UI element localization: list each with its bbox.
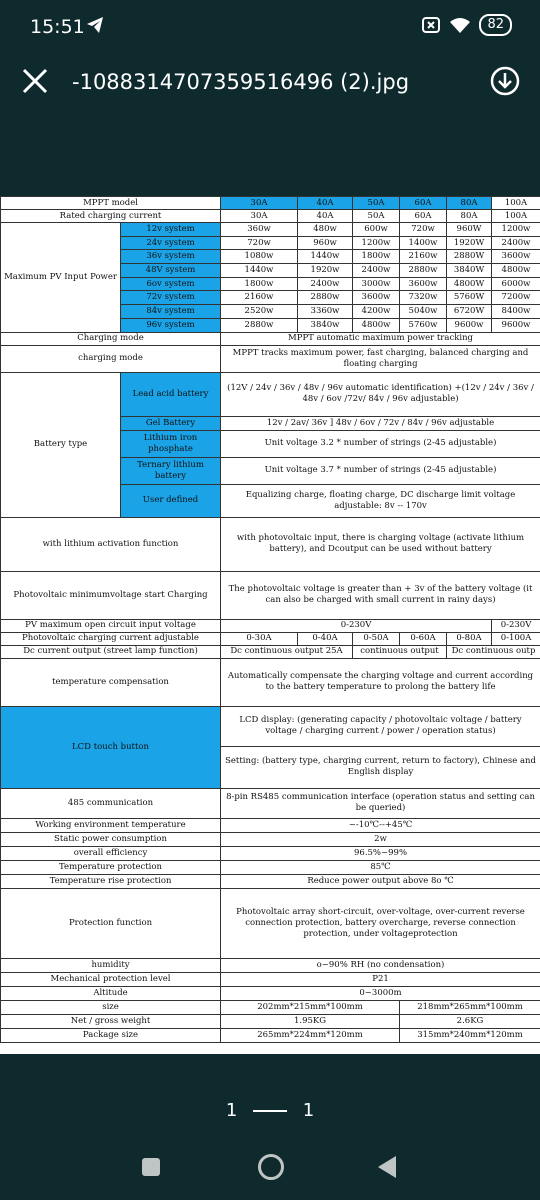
battery-name: Lithium iron phosphate <box>121 430 221 457</box>
pv-power-cell: 2880w <box>298 291 353 305</box>
pv-power-cell: 2520w <box>221 305 298 319</box>
table-row <box>1 1014 540 1028</box>
model-label: MPPT model <box>1 197 221 210</box>
pv-power-cell: 6720W <box>447 305 492 319</box>
back-button[interactable] <box>378 1156 396 1178</box>
size-value: 218mm*265mm*100mm <box>400 1000 540 1014</box>
pv-open-circuit-label: PV maximum open circuit input voltage <box>1 619 221 632</box>
page-current: 1 <box>225 1100 238 1121</box>
pv-power-cell: 3000w <box>353 277 400 291</box>
pv-adjustable-cell: 0-50A <box>353 632 400 645</box>
model-cell: 50A <box>353 197 400 210</box>
comm-label: 485 communication <box>1 788 221 818</box>
pv-power-cell: 2160w <box>221 291 298 305</box>
table-row <box>1 846 540 860</box>
pv-power-cell: 3840W <box>447 264 492 278</box>
pv-power-cell: 1800w <box>221 277 298 291</box>
lcd-setting-value: Setting: (battery type, charging current, return to factory), Chinese and English display <box>221 746 540 788</box>
pv-adjustable-cell: 0-60A <box>400 632 447 645</box>
pv-system-label: 96v system <box>121 318 221 332</box>
navigation-bar <box>0 1140 540 1200</box>
size-label: size <box>1 1000 221 1014</box>
pv-adjustable-cell: 0-30A <box>221 632 298 645</box>
close-icon[interactable] <box>18 64 52 98</box>
viewer-header <box>0 56 540 108</box>
pv-min-voltage-value: The photovoltaic voltage is greater than + 3v of the battery voltage (it can also be charged with small current in rainy days) <box>221 571 540 619</box>
status-icons <box>421 14 512 36</box>
spec-value: o~90% RH (no condensation) <box>221 958 540 972</box>
model-cell: 60A <box>400 197 447 210</box>
battery-value: 12v / 2av/ 36v ] 48v / 6ov / 72v / 84v / 96v adjustable <box>221 416 540 430</box>
rated-label: Rated charging current <box>1 210 221 223</box>
battery-type-label: Battery type <box>1 372 121 517</box>
battery-indicator: 82 <box>479 14 512 36</box>
telegram-icon <box>86 16 104 34</box>
table-row <box>1 986 540 1000</box>
rated-cell: 50A <box>353 210 400 223</box>
recents-button[interactable] <box>142 1158 160 1176</box>
pv-power-cell: 3840w <box>298 318 353 332</box>
pv-power-cell: 1440w <box>298 250 353 264</box>
spec-value: P21 <box>221 972 540 986</box>
rated-cell: 40A <box>298 210 353 223</box>
model-cell: 80A <box>447 197 492 210</box>
dc-output-cell: Dc continuous output 25A <box>221 645 353 658</box>
charging-mode-label: Charging mode <box>1 332 221 345</box>
pv-adjustable-cell: 0-40A <box>298 632 353 645</box>
pv-power-cell: 7200w <box>492 291 540 305</box>
page-indicator <box>0 1100 540 1121</box>
comm-value: 8-pin RS485 communication interface (operation status and setting can be queried) <box>221 788 540 818</box>
battery-name: Ternary lithium battery <box>121 457 221 484</box>
pv-power-cell: 1200w <box>492 223 540 237</box>
lcd-button-label: LCD touch button <box>1 706 221 788</box>
pv-power-cell: 1200w <box>353 236 400 250</box>
pv-power-cell: 4800W <box>447 277 492 291</box>
rated-cell: 100A <box>492 210 540 223</box>
pv-system-label: 36v system <box>121 250 221 264</box>
pv-power-cell: 2160w <box>400 250 447 264</box>
battery-value: (12V / 24v / 36v / 48v / 96v automatic identification) +(12v / 24v / 36v / 48v / 6ov /72v/ 84v / 96v adjustable) <box>221 372 540 416</box>
pv-power-cell: 2880w <box>400 264 447 278</box>
pv-open-circuit-value: 0-230V <box>492 619 540 632</box>
pv-power-cell: 3600w <box>492 250 540 264</box>
spec-value: ~-10℃--+45℃ <box>221 818 540 832</box>
spec-label: Altitude <box>1 986 221 1000</box>
pv-power-cell: 960W <box>447 223 492 237</box>
table-row <box>1 517 540 571</box>
table-row <box>1 958 540 972</box>
pv-power-cell: 1080w <box>221 250 298 264</box>
model-cell: 40A <box>298 197 353 210</box>
pv-power-cell: 960w <box>298 236 353 250</box>
table-row <box>1 658 540 706</box>
page-separator <box>253 1110 287 1112</box>
table-row <box>1 332 540 345</box>
file-title: -1088314707359516496 (2).jpg <box>72 70 410 94</box>
pv-power-cell: 720w <box>221 236 298 250</box>
pv-system-label: 72v system <box>121 291 221 305</box>
pv-system-label: 6ov system <box>121 277 221 291</box>
pv-power-cell: 2400w <box>298 277 353 291</box>
pv-power-cell: 2400w <box>353 264 400 278</box>
pv-adjustable-cell: 0-80A <box>447 632 492 645</box>
sim-error-icon <box>421 16 441 34</box>
status-bar <box>0 0 540 56</box>
protection-label: Protection function <box>1 888 221 958</box>
pv-adjustable-cell: 0-100A <box>492 632 540 645</box>
package-size-label: Package size <box>1 1028 221 1042</box>
table-row <box>1 832 540 846</box>
spec-label: Temperature rise protection <box>1 874 221 888</box>
weight-label: Net / gross weight <box>1 1014 221 1028</box>
pv-power-cell: 1400w <box>400 236 447 250</box>
pv-power-cell: 4200w <box>353 305 400 319</box>
lcd-display-value: LCD display: (generating capacity / photovoltaic voltage / battery voltage / charging current / power / operation status) <box>221 706 540 746</box>
lithium-activation-label: with lithium activation function <box>1 517 221 571</box>
home-button[interactable] <box>258 1154 284 1180</box>
pv-power-cell: 2400w <box>492 236 540 250</box>
rated-cell: 30A <box>221 210 298 223</box>
table-row <box>1 888 540 958</box>
table-row <box>1 372 540 416</box>
pv-power-cell: 720w <box>400 223 447 237</box>
pv-power-cell: 1800w <box>353 250 400 264</box>
pv-power-cell: 9600w <box>447 318 492 332</box>
pv-open-circuit-value: 0-230V <box>221 619 492 632</box>
wifi-icon <box>449 16 471 34</box>
pv-power-cell: 600w <box>353 223 400 237</box>
download-icon[interactable] <box>488 64 522 98</box>
table-row <box>1 706 540 746</box>
pv-system-label: 24v system <box>121 236 221 250</box>
pv-adjustable-label: Photovoltaic charging current adjustable <box>1 632 221 645</box>
spec-label: Working environment temperature <box>1 818 221 832</box>
pv-system-label: 84v system <box>121 305 221 319</box>
battery-name: User defined <box>121 484 221 517</box>
pv-power-cell: 2880W <box>447 250 492 264</box>
pv-power-cell: 360w <box>221 223 298 237</box>
page-total: 1 <box>302 1100 315 1121</box>
pv-power-cell: 1440w <box>221 264 298 278</box>
protection-value: Photovoltaic array short-circuit, over-voltage, over-current reverse connection protection, battery overcharge, reverse connection protection, under voltageprotection <box>221 888 540 958</box>
spec-label: Static power consumption <box>1 832 221 846</box>
charging-mode2-value: MPPT tracks maximum power, fast charging, balanced charging and floating charging <box>221 345 540 372</box>
weight-value: 1.95KG <box>221 1014 400 1028</box>
dc-output-label: Dc current output (street lamp function) <box>1 645 221 658</box>
table-row <box>1 571 540 619</box>
table-row <box>1 197 540 210</box>
table-row <box>1 645 540 658</box>
pv-power-cell: 3360w <box>298 305 353 319</box>
table-row <box>1 223 540 237</box>
battery-name: Lead acid battery <box>121 372 221 416</box>
pv-power-cell: 3600w <box>400 277 447 291</box>
weight-value: 2.6KG <box>400 1014 540 1028</box>
table-row <box>1 788 540 818</box>
pv-power-cell: 4800w <box>353 318 400 332</box>
dc-output-cell: Dc continuous outp <box>447 645 540 658</box>
lithium-activation-value: with photovoltaic input, there is charging voltage (activate lithium battery), and Dcoutput can be used without battery <box>221 517 540 571</box>
battery-name: Gel Battery <box>121 416 221 430</box>
pv-power-cell: 8400w <box>492 305 540 319</box>
model-cell: 30A <box>221 197 298 210</box>
pv-power-cell: 1920W <box>447 236 492 250</box>
pv-power-cell: 3600w <box>353 291 400 305</box>
temp-compensation-value: Automatically compensate the charging voltage and current according to the battery temperature to prolong the battery life <box>221 658 540 706</box>
table-row <box>1 874 540 888</box>
spec-label: Temperature protection <box>1 860 221 874</box>
battery-value: Equalizing charge, floating charge, DC discharge limit voltage adjustable: 8v -- 170v <box>221 484 540 517</box>
table-row <box>1 860 540 874</box>
table-row <box>1 818 540 832</box>
table-row <box>1 972 540 986</box>
pv-power-cell: 9600w <box>492 318 540 332</box>
spec-value: 0~3000m <box>221 986 540 1000</box>
rated-cell: 80A <box>447 210 492 223</box>
table-row <box>1 632 540 645</box>
charging-mode-value: MPPT automatic maximum power tracking <box>221 332 540 345</box>
temp-compensation-label: temperature compensation <box>1 658 221 706</box>
table-row <box>1 1000 540 1014</box>
table-row <box>1 345 540 372</box>
pv-system-label: 48V system <box>121 264 221 278</box>
model-cell: 100A <box>492 197 540 210</box>
package-size-value: 265mm*224mm*120mm <box>221 1028 400 1042</box>
pv-system-label: 12v system <box>121 223 221 237</box>
spec-value: 2w <box>221 832 540 846</box>
battery-value: Unit voltage 3.2 * number of strings (2-45 adjustable) <box>221 430 540 457</box>
spec-table <box>0 196 540 1043</box>
spec-label: overall efficiency <box>1 846 221 860</box>
spec-label: humidity <box>1 958 221 972</box>
size-value: 202mm*215mm*100mm <box>221 1000 400 1014</box>
pv-power-label: Maximum PV Input Power <box>1 223 121 333</box>
status-time: 15:51 <box>30 16 85 38</box>
pv-power-cell: 6000w <box>492 277 540 291</box>
spec-value: 85℃ <box>221 860 540 874</box>
pv-power-cell: 2880w <box>221 318 298 332</box>
spec-value: Reduce power output above 8o ℃ <box>221 874 540 888</box>
pv-power-cell: 480w <box>298 223 353 237</box>
pv-power-cell: 5040w <box>400 305 447 319</box>
table-row <box>1 619 540 632</box>
pv-power-cell: 1920w <box>298 264 353 278</box>
dc-output-cell: continuous output <box>353 645 447 658</box>
charging-mode2-label: charging mode <box>1 345 221 372</box>
spec-value: 96.5%~99% <box>221 846 540 860</box>
pv-power-cell: 5760w <box>400 318 447 332</box>
table-row <box>1 210 540 223</box>
image-preview[interactable] <box>0 196 540 1054</box>
package-size-value: 315mm*240mm*120mm <box>400 1028 540 1042</box>
pv-power-cell: 4800w <box>492 264 540 278</box>
pv-power-cell: 7320w <box>400 291 447 305</box>
spec-label: Mechanical protection level <box>1 972 221 986</box>
pv-power-cell: 5760W <box>447 291 492 305</box>
battery-value: Unit voltage 3.7 * number of strings (2-45 adjustable) <box>221 457 540 484</box>
rated-cell: 60A <box>400 210 447 223</box>
table-row <box>1 1028 540 1042</box>
pv-min-voltage-label: Photovoltaic minimumvoltage start Charging <box>1 571 221 619</box>
